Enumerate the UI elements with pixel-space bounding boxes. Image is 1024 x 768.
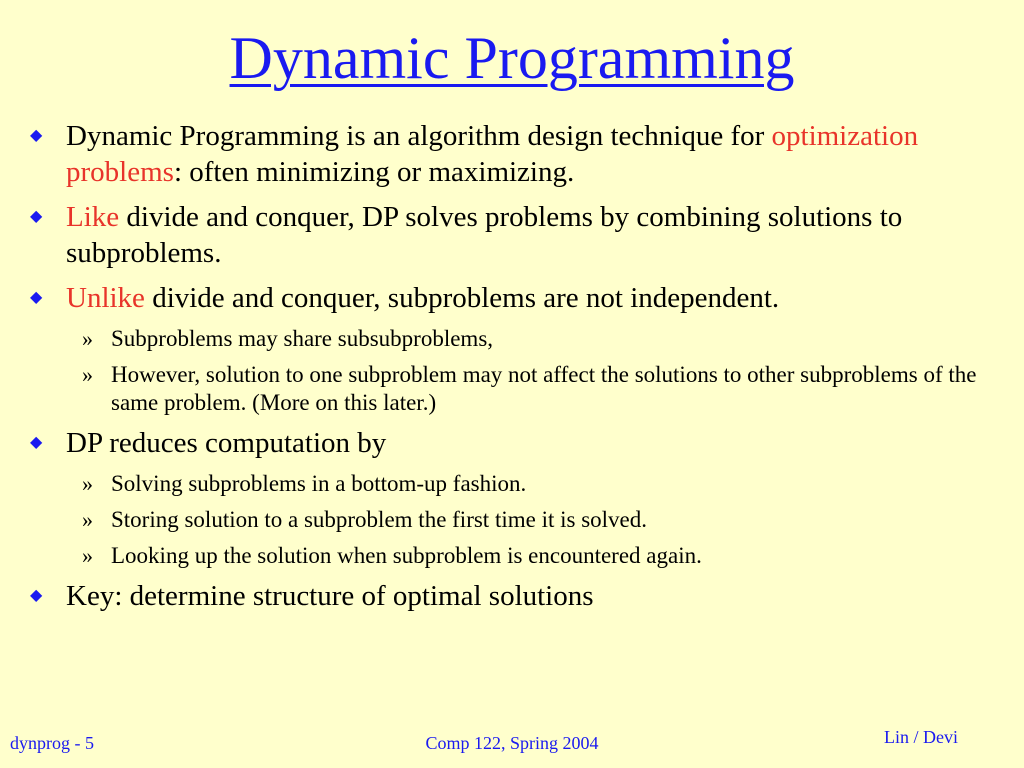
- bullet-text: Storing solution to a subproblem the first time it is solved.: [111, 507, 647, 532]
- bullet-item: [30, 425, 990, 461]
- bullet-text: : often minimizing or maximizing.: [173, 156, 575, 188]
- bullet-text: divide and conquer, subproblems are not independent.: [144, 282, 780, 314]
- bullet-text: Looking up the solution when subproblem is encountered again.: [111, 543, 702, 568]
- emphasis-text: optimization problems: [66, 120, 919, 188]
- emphasis-text: Unlike: [66, 282, 145, 314]
- bullet-item: [30, 578, 990, 614]
- bullet-text: DP reduces computation by: [66, 427, 387, 459]
- sub-bullet-item: [30, 325, 990, 353]
- bullet-item: [30, 280, 990, 316]
- diamond-bullet-icon: ◆: [30, 434, 43, 451]
- chevron-bullet-icon: »: [82, 362, 93, 387]
- chevron-bullet-icon: »: [82, 507, 93, 532]
- chevron-bullet-icon: »: [82, 471, 93, 496]
- bullet-item: [30, 118, 990, 190]
- diamond-bullet-icon: ◆: [30, 289, 43, 306]
- footer-course: Comp 122, Spring 2004: [425, 733, 599, 753]
- sub-bullet-item: [30, 470, 990, 498]
- bullet-text: Dynamic Programming is an algorithm design technique for: [66, 120, 772, 152]
- diamond-bullet-icon: ◆: [30, 587, 43, 604]
- slide-title: Dynamic Programming: [229, 25, 795, 91]
- footer-slide-number: dynprog - 5: [10, 733, 94, 753]
- footer-authors: Lin / Devi: [884, 727, 958, 747]
- bullet-list: [30, 118, 990, 623]
- diamond-bullet-icon: ◆: [30, 208, 43, 225]
- emphasis-text: Like: [66, 201, 120, 233]
- sub-bullet-item: [30, 361, 990, 417]
- sub-bullet-item: [30, 506, 990, 534]
- bullet-text: Key: determine structure of optimal solutions: [66, 580, 594, 612]
- bullet-item: [30, 199, 990, 271]
- bullet-text: Subproblems may share subsubproblems,: [111, 326, 494, 351]
- chevron-bullet-icon: »: [82, 326, 93, 351]
- chevron-bullet-icon: »: [82, 543, 93, 568]
- bullet-text: divide and conquer, DP solves problems by combining solutions to subproblems.: [66, 201, 903, 269]
- bullet-text: Solving subproblems in a bottom-up fashion.: [111, 471, 527, 496]
- bullet-text: However, solution to one subproblem may not affect the solutions to other subproblems of the same problem. (More on this later.): [111, 362, 977, 415]
- diamond-bullet-icon: ◆: [30, 127, 43, 144]
- sub-bullet-item: [30, 542, 990, 570]
